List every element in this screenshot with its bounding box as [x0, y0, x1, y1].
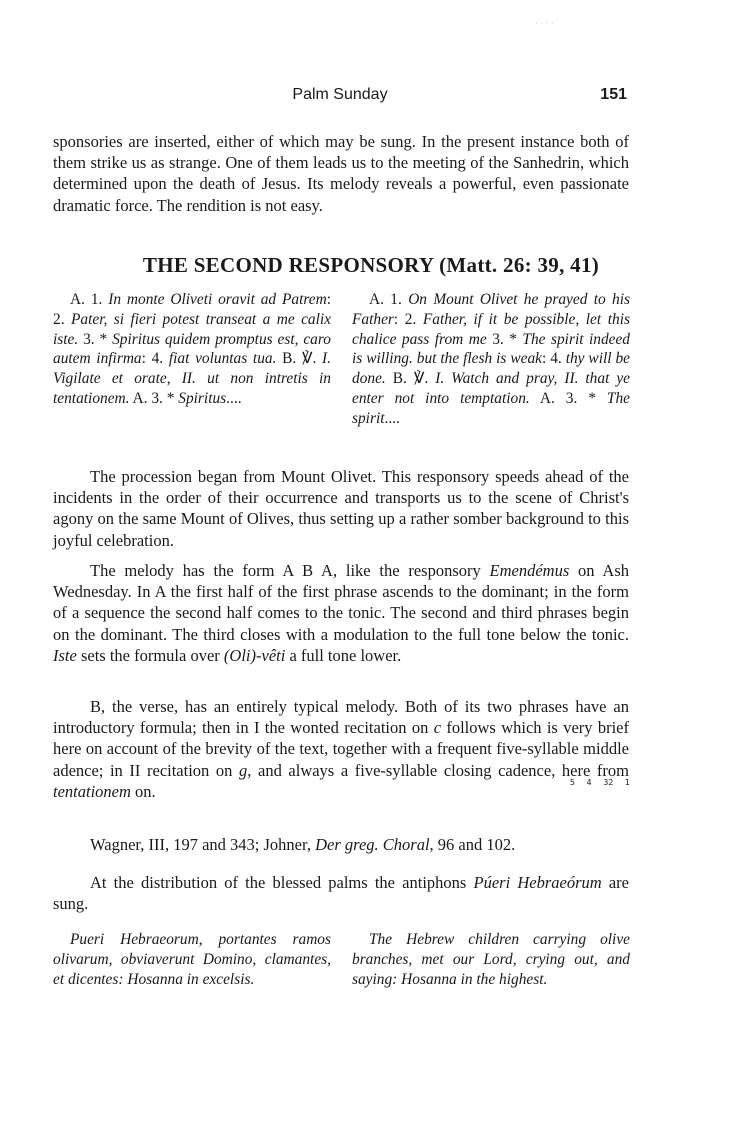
latin-antiphon-text: Pueri Hebraeorum, portantes ramos olivarum, obviaverunt Domino, clamantes, et dicentes: Hosanna in excelsis. [53, 931, 331, 988]
english-antiphon-column [352, 930, 630, 989]
melody-paragraph: The melody has the form A B A, like the responsory Emendémus on Ash Wednesday. In A the first half of the first phrase ascends to the dominant; in the form of a sequence the second half comes to the tonic. The second and third phrases begin on the dominant. The third closes with a modulation to the full tone below the tonic. Iste sets the formula over (Oli)-vêti a full tone lower. [53, 561, 629, 665]
english-responsory-text: A. 1. On Mount Olivet he prayed to his Father: 2. Father, if it be possible, let this chalice pass from me 3. * The spirit indeed is willing. but the flesh is weak: 4. thy will be done. B. ℣. I. Watch and pray, II. that ye enter not into temptation. A. 3. * The spirit.... [352, 291, 631, 427]
references-paragraph: Wagner, III, 197 and 343; Johner, Der greg. Choral, 96 and 102. [90, 835, 516, 854]
intro-paragraph: sponsories are inserted, either of which may be sung. In the present instance both of them strike us as strange. One of them leads us to the meeting of the Sanhedrin, which determined upon the death of Jesus. Its melody reveals a powerful, even passionate dramatic force. The rendition is not easy. [53, 132, 629, 215]
running-header-title: Palm Sunday [292, 86, 388, 103]
distribution-paragraph: At the distribution of the blessed palms the antiphons Púeri Hebraeórum are sung. [53, 873, 629, 914]
latin-responsory-column [53, 290, 331, 409]
verse-paragraph: B, the verse, has an entirely typical melody. Both of its two phrases have an introductory formula; then in I the wonted recitation on c follows which is very brief here on account of the brevity of the text, together with a frequent five-syllable middle adence; in II recitation on g, and always a five-syllable closing cadence, here from tentationem on. [53, 697, 629, 801]
english-antiphon-text: The Hebrew children carrying olive branches, met our Lord, crying out, and saying: Hosanna in the highest. [352, 931, 630, 988]
english-responsory-column [352, 290, 630, 429]
procession-paragraph: The procession began from Mount Olivet. This responsory speeds ahead of the incidents in the order of their occurrence and transports us to the scene of Christ's agony on the same Mount of Olives, thus setting up a rather somber background to this joyful celebration. [53, 467, 629, 550]
section-heading: THE SECOND RESPONSORY (Matt. 26: 39, 41) [142, 253, 600, 277]
latin-antiphon-column [53, 930, 331, 989]
page-number: 151 [600, 86, 627, 103]
latin-responsory-text: A. 1. In monte Oliveti oravit ad Patrem: 2. Pater, si fieri potest transeat a me calix iste. 3. * Spiritus quidem promptus est, caro autem infirma: 4. fiat voluntas tua. B. ℣. I. Vigilate et orate, II. ut non intretis in tentationem. A. 3. * Spiritus.... [53, 291, 332, 407]
paper-speck: · · · · [535, 18, 554, 28]
cadence-accent-numbers: 5 4 32 1 [569, 778, 630, 787]
